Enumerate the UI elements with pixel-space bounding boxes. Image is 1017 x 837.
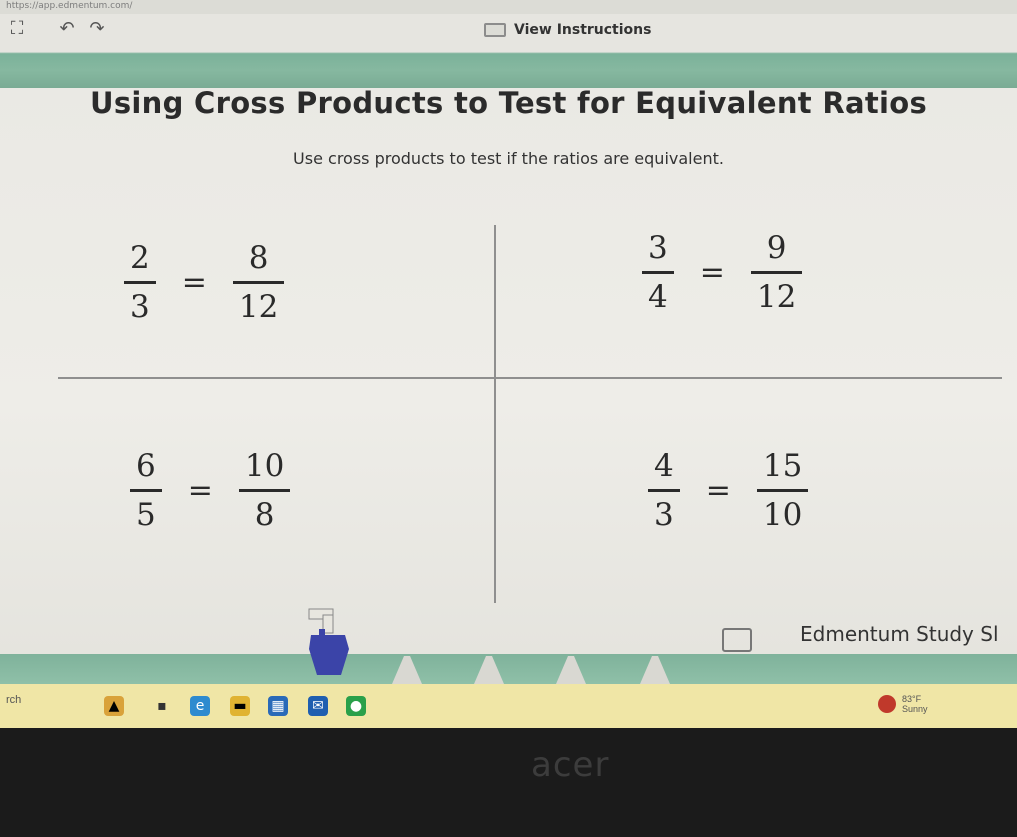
explorer-icon[interactable]: ▲ <box>104 696 124 716</box>
fraction-bar <box>648 489 680 492</box>
weather-widget[interactable] <box>878 694 928 714</box>
weather-icon <box>878 695 896 713</box>
denominator: 12 <box>238 289 279 325</box>
view-instructions-button[interactable] <box>484 18 651 42</box>
equation-3 <box>130 448 290 533</box>
denominator: 3 <box>130 289 150 325</box>
weather-desc: Sunny <box>902 704 928 714</box>
equals-sign: = <box>699 255 725 290</box>
nav-marker-icon[interactable] <box>556 656 586 684</box>
fraction-bar <box>239 489 290 492</box>
instructions-icon <box>484 23 506 37</box>
pointer-hand-icon <box>305 605 353 675</box>
numerator: 3 <box>648 230 668 266</box>
nav-marker-icon[interactable] <box>474 656 504 684</box>
numerator: 6 <box>136 448 156 484</box>
denominator: 8 <box>254 497 275 533</box>
window-icon[interactable]: ▪ <box>157 698 167 714</box>
store-icon[interactable]: ▦ <box>268 696 288 716</box>
undo-icon[interactable]: ↶ <box>59 18 75 39</box>
edge-icon[interactable]: e <box>190 696 210 716</box>
fraction-right <box>751 230 802 315</box>
denominator: 4 <box>648 279 668 315</box>
equation-4 <box>648 448 808 533</box>
weather-temp: 83°F <box>902 694 922 704</box>
folder-icon[interactable]: ▬ <box>230 696 250 716</box>
fraction-left <box>642 230 674 315</box>
numerator: 4 <box>654 448 674 484</box>
numerator: 10 <box>244 448 285 484</box>
fraction-right <box>757 448 808 533</box>
activity-toolbar <box>0 14 1017 44</box>
denominator: 3 <box>654 497 674 533</box>
equation-2 <box>642 230 802 315</box>
study-icon[interactable] <box>722 628 752 652</box>
fraction-bar <box>130 489 162 492</box>
denominator: 12 <box>756 279 797 315</box>
denominator: 10 <box>762 497 803 533</box>
denominator: 5 <box>136 497 156 533</box>
nav-marker-icon[interactable] <box>640 656 670 684</box>
address-bar[interactable] <box>0 0 1017 14</box>
redo-icon[interactable]: ↷ <box>89 18 105 39</box>
fraction-left <box>648 448 680 533</box>
activity-title: Using Cross Products to Test for Equivalent Ratios <box>89 86 928 120</box>
equals-sign: = <box>705 473 731 508</box>
equals-sign: = <box>187 473 213 508</box>
expand-icon[interactable]: ⛶ <box>10 18 24 39</box>
fraction-left <box>124 240 156 325</box>
fraction-bar <box>751 271 802 274</box>
equals-sign: = <box>181 265 207 300</box>
study-label[interactable]: Edmentum Study Sl <box>800 622 999 646</box>
numerator: 15 <box>762 448 803 484</box>
equation-1 <box>124 240 284 325</box>
numerator: 8 <box>248 240 269 276</box>
numerator: 9 <box>766 230 787 266</box>
mail-icon[interactable]: ✉ <box>308 696 328 716</box>
view-instructions-label: View Instructions <box>514 22 652 38</box>
fraction-bar <box>757 489 808 492</box>
fraction-right <box>233 240 284 325</box>
bottom-nav-band <box>0 654 1017 684</box>
numerator: 2 <box>130 240 150 276</box>
grid-divider-vertical <box>494 225 496 603</box>
chrome-icon[interactable]: ● <box>346 696 366 716</box>
fraction-bar <box>124 281 156 284</box>
fraction-left <box>130 448 162 533</box>
url-text: https://app.edmentum.com/ <box>6 1 133 11</box>
taskbar-search[interactable]: rch <box>6 694 22 706</box>
laptop-bezel <box>0 728 1017 837</box>
grid-divider-horizontal <box>58 377 1002 379</box>
nav-marker-icon[interactable] <box>392 656 422 684</box>
activity-subtitle: Use cross products to test if the ratios are equivalent. <box>293 149 724 168</box>
fraction-bar <box>642 271 674 274</box>
fraction-right <box>239 448 290 533</box>
fraction-bar <box>233 281 284 284</box>
brand-logo: acer <box>531 745 610 785</box>
header-band <box>0 44 1017 88</box>
taskbar <box>0 684 1017 728</box>
